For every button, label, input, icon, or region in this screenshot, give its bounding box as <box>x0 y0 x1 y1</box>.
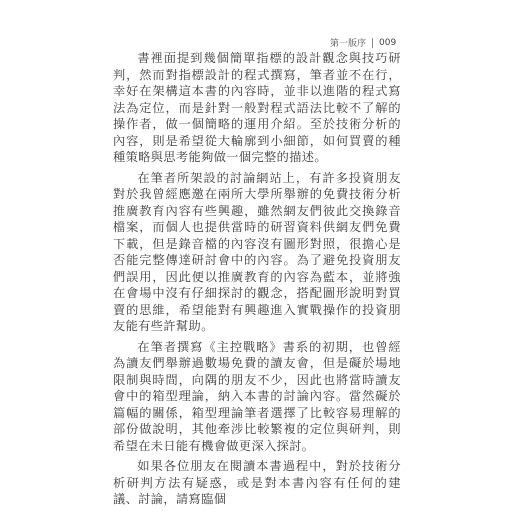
paragraph-3: 在筆者撰寫《主控戰略》書系的初期，也曾經為讀友們舉辦過數場免費的讀友會，但是礙於場地限制與時間，向隅的朋友不少，因此也將當時讀友會中的箱型理論，納入本書的討論內容。當然礙於篇幅的關係，箱型理論筆者選擇了比較容易理解的部份做說明，其他牽涉比較繁複的定位與研判，則希望在未日能有機會做更深入探討。 <box>113 339 401 453</box>
paragraph-1: 書裡面提到幾個簡單指標的設計觀念與技巧研判，然而對指標設計的程式撰寫，筆者並不在行，幸好在架構這本書的內容時，並非以進階的程式寫法為定位，而是針對一般對程式語法比較不了解的操作者，做一個簡略的運用介紹。至於技術分析的內容，則是希望從大輪廓到小細節，如何買賣的種種策略與思考能夠做一個完整的描述。 <box>113 51 401 164</box>
header-divider <box>372 38 373 48</box>
paragraph-4: 如果各位朋友在閱讀本書過程中，對於技術分析研判方法有疑惑，或是對本書內容有任何的建議、討論，請寫臨個 <box>113 459 401 506</box>
paragraph-2: 在筆者所架設的討論網站上，有許多投資朋友對於我曾經應邀在兩所大學所舉辦的免費技術分析推廣教育內容有些興趣，雖然網友們彼此交換錄音檔案，而個人也提供當時的研習資料供網友們免費下載，但是錄音檔的內容沒有圖形對照，很擔心是否能完整傳達研討會中的內容。為了避免投資朋友們誤用，因此便以推廣教育的內容為藍本，並將強在會場中沒有仔細探討的觀念，搭配圖形說明對買賣的思維，希望能對有興趣進入實戰操作的投資朋友能有些許幫助。 <box>113 170 401 333</box>
running-head <box>330 36 396 49</box>
chapter-title: 第一版序 <box>330 39 367 49</box>
page-number: 009 <box>379 37 397 48</box>
body-text <box>113 50 401 512</box>
